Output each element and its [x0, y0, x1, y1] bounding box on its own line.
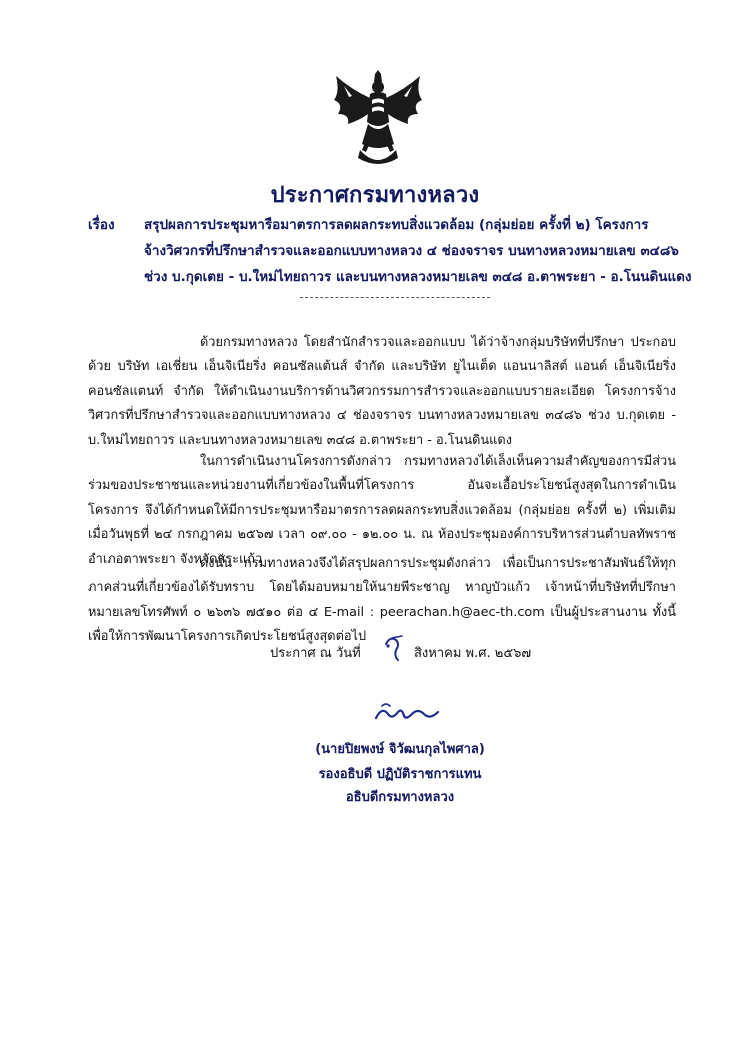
signer-name: (นายปิยพงษ์ จิวัฒนกุลไพศาล): [315, 742, 485, 757]
garuda-emblem-icon: [332, 70, 424, 170]
handwritten-signature-icon: [372, 700, 444, 726]
subject-line: ช่วง บ.กุดเตย - บ.ใหม่ไทยถาวร และบนทางหลวงหมายเลข ๓๔๘ อ.ตาพระยา - อ.โนนดินแดง: [144, 269, 692, 285]
subject-line: จ้างวิศวกรที่ปรึกษาสำรวจและออกแบบทางหลวง ๔ ช่องจราจร บนทางหลวงหมายเลข ๓๔๘๖: [144, 243, 679, 259]
signer-position: อธิบดีกรมทางหลวง: [345, 790, 455, 805]
handwritten-day-numeral-icon: [382, 634, 408, 662]
announce-prefix: ประกาศ ณ วันที่: [270, 646, 361, 661]
signer-position: รองอธิบดี ปฏิบัติราชการแทน: [318, 767, 482, 782]
body-paragraph: ในการดำเนินงานโครงการดังกล่าว กรมทางหลวงได้เล็งเห็นความสำคัญของการมีส่วนร่วมของประชาชนและหน่วยงานที่เกี่ยวข้องในพื้นที่โครงการ อันจะเอื้อประโยชน์สูงสุดในการดำเนินโครงการ จึงได้กำหนดให้มีการประชุมหารือมาตรการลดผลกระทบสิ่งแวดล้อม (กลุ่มย่อย ครั้งที่ ๒) เพิ่มเติม เมื่อวันพุธที่ ๒๔ กรกฎาคม ๒๕๖๗ เวลา ๐๙.๐๐ - ๑๒.๐๐ น. ณ ห้องประชุมองค์การบริหารส่วนตำบลทัพราช อำเภอตาพระยา จังหวัดสระแก้ว: [88, 453, 676, 567]
body-paragraph: ดังนั้น กรมทางหลวงจึงได้สรุปผลการประชุมดังกล่าว เพื่อเป็นการประชาสัมพันธ์ให้ทุกภาคส่วนที่เกี่ยวข้องได้รับทราบ โดยได้มอบหมายให้นายพีระชาญ หาญบัวแก้ว เจ้าหน้าที่บริษัทที่ปรึกษา หมายเลขโทรศัพท์ ๐ ๒๖๓๖ ๗๕๑๐ ต่อ ๔ E-mail : peerachan.h@aec-th.com เป็นผู้ประสานงาน ทั้งนี้ เพื่อให้การพัฒนาโครงการเกิดประโยชน์สูงสุดต่อไป: [88, 555, 676, 645]
divider: [300, 297, 490, 298]
subject-label: เรื่อง: [88, 217, 115, 233]
subject-line: สรุปผลการประชุมหารือมาตรการลดผลกระทบสิ่งแวดล้อม (กลุ่มย่อย ครั้งที่ ๒) โครงการ: [144, 217, 649, 233]
document-title: ประกาศกรมทางหลวง: [270, 183, 480, 208]
announce-suffix: สิงหาคม พ.ศ. ๒๕๖๗: [414, 646, 532, 661]
body-paragraph: ด้วยกรมทางหลวง โดยสำนักสำรวจและออกแบบ ได้ว่าจ้างกลุ่มบริษัทที่ปรึกษา ประกอบด้วย บริษัท เอเชี่ยน เอ็นจิเนียริ่ง คอนซัลแต้นส์ จำกัด และบริษัท ยูไนเต็ด แอนนาลิสต์ แอนด์ เอ็นจิเนียริ่ง คอนซัลแตนท์ จำกัด ให้ดำเนินงานบริการด้านวิศวกรรมการสำรวจและออกแบบรายละเอียด โครงการจ้างวิศวกรที่ปรึกษาสำรวจและออกแบบทางหลวง ๔ ช่องจราจร บนทางหลวงหมายเลข ๓๔๘๖ ช่วง บ.กุดเตย - บ.ใหม่ไทยถาวร และบนทางหลวงหมายเลข ๓๔๘ อ.ตาพระยา - อ.โนนดินแดง: [88, 334, 676, 448]
